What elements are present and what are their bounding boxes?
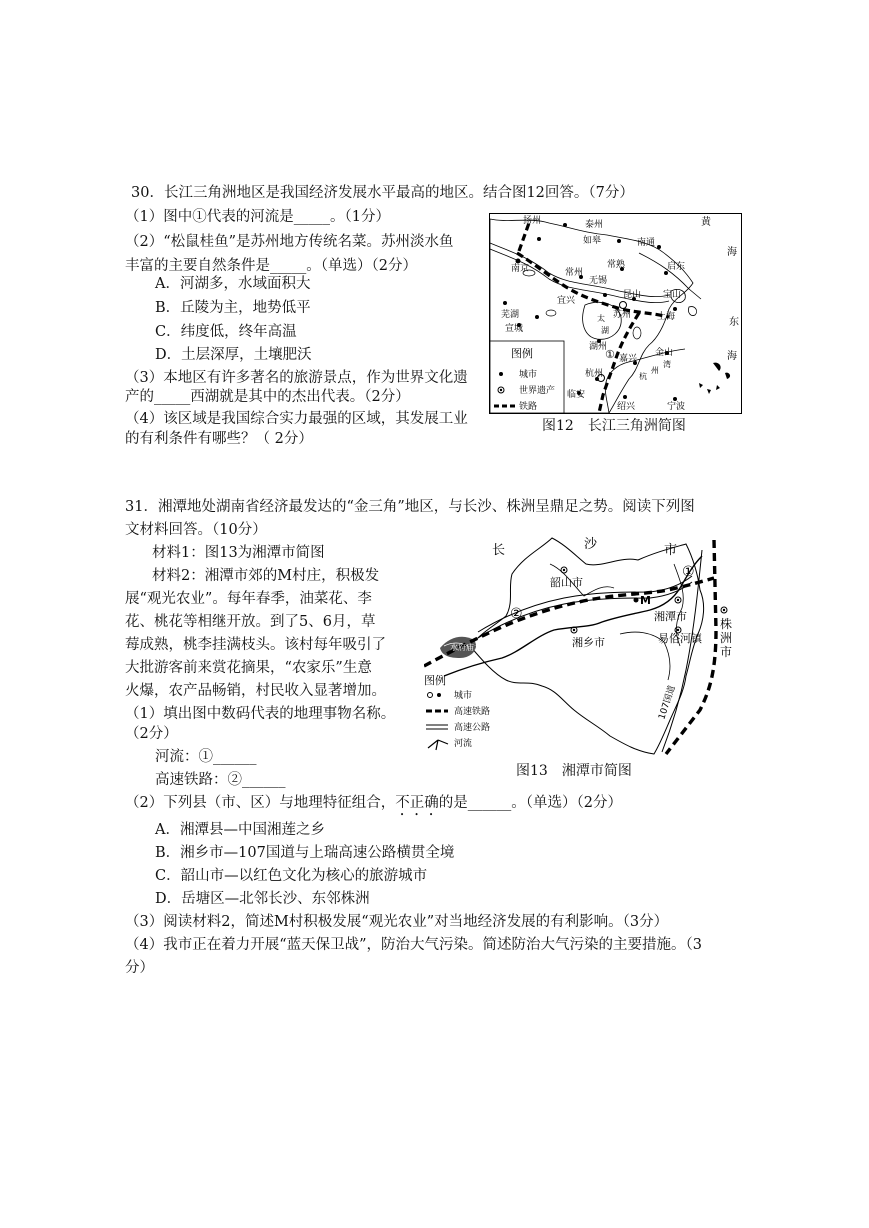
q30-part1: （1）图中①代表的河流是_____。（1分） (125, 209, 390, 225)
svg-text:湖州: 湖州 (589, 342, 608, 352)
q30-part2-line1: （2）“松鼠桂鱼”是苏州地方传统名菜。苏州淡水鱼 (125, 234, 454, 250)
q31-stem-line2: 文材料回答。（10分） (125, 522, 267, 538)
svg-text:韶山市: 韶山市 (550, 576, 583, 589)
svg-text:市: 市 (664, 543, 678, 558)
svg-text:①: ① (605, 348, 615, 361)
q30-option-c: C．纬度低，终年高温 (155, 324, 297, 340)
q31-part2-emphasis: 不正确 (395, 795, 439, 811)
svg-text:黄: 黄 (701, 217, 711, 228)
svg-text:湖: 湖 (601, 326, 609, 335)
svg-text:株: 株 (720, 617, 733, 631)
q31-material2-line4: 莓成熟，桃李挂满枝头。该村每年吸引了 (125, 637, 386, 653)
q31-part2-prefix: （2）下列县（市、区）与地理特征组合， (125, 795, 396, 811)
svg-text:金山: 金山 (655, 348, 674, 358)
q31-part1-line1: （1）填出图中数码代表的地理事物名称。 (125, 706, 396, 722)
svg-text:湾: 湾 (663, 360, 671, 369)
svg-text:城市: 城市 (454, 691, 473, 701)
svg-text:南京: 南京 (511, 264, 530, 274)
svg-text:洲: 洲 (720, 631, 733, 645)
q31-river-blank: 河流：①______ (155, 749, 257, 765)
yangtze-delta-map (489, 213, 742, 414)
svg-text:高速公路: 高速公路 (454, 723, 491, 733)
q31-part1-line2: （2分） (125, 726, 178, 742)
q31-option-a: A．湘潭县—中国湘莲之乡 (155, 822, 325, 838)
svg-text:②: ② (510, 606, 523, 622)
svg-text:市: 市 (720, 645, 733, 659)
svg-text:M: M (640, 594, 651, 607)
svg-text:南通: 南通 (637, 238, 656, 248)
svg-text:泰州: 泰州 (585, 220, 604, 230)
q30-part2-line2: 丰富的主要自然条件是_____。（单选）（2分） (125, 258, 417, 274)
q31-material2-line3: 花、桃花等相继开放。到了5、6月，草 (125, 614, 376, 630)
svg-text:临安: 临安 (567, 390, 586, 400)
svg-text:河流: 河流 (454, 739, 473, 749)
q31-option-c: C．韶山市—以红色文化为核心的旅游城市 (155, 868, 428, 884)
svg-text:铁路: 铁路 (519, 402, 538, 412)
svg-text:杭: 杭 (639, 372, 647, 381)
q30-part4-line2: 的有利条件有哪些？（ 2分） (125, 431, 313, 447)
svg-text:宁波: 宁波 (667, 402, 686, 412)
svg-text:东: 东 (729, 317, 739, 328)
svg-text:沙: 沙 (584, 537, 598, 552)
svg-text:无锡: 无锡 (589, 276, 608, 286)
svg-text:图例: 图例 (511, 347, 533, 360)
svg-text:湘潭市: 湘潭市 (654, 610, 687, 623)
svg-text:世界遗产: 世界遗产 (519, 386, 556, 396)
q31-stem-line1: 31．湘潭地处湖南省经济最发达的“金三角”地区，与长沙、株洲呈鼎足之势。阅读下列图 (125, 499, 695, 515)
svg-text:宣城: 宣城 (505, 324, 524, 334)
q31-part2 (125, 793, 622, 819)
svg-text:海: 海 (727, 247, 737, 258)
svg-text:常州: 常州 (565, 268, 584, 278)
q31-material2-line1: 材料2：湘潭市郊的M村庄，积极发 (152, 568, 380, 584)
q31-material2-line5: 大批游客前来赏花摘果，“农家乐”生意 (125, 660, 372, 676)
q30-stem: 30．长江三角洲地区是我国经济发展水平最高的地区。结合图12回答。（7分） (131, 185, 634, 201)
q30-option-b: B．丘陵为主，地势低平 (155, 300, 311, 316)
q31-option-b: B．湘乡市—107国道与上瑞高速公路横贯全境 (155, 845, 455, 861)
svg-text:扬州: 扬州 (523, 216, 542, 226)
q31-railway-blank: 高速铁路：②______ (155, 772, 286, 788)
q31-part4-line2: 分） (125, 960, 154, 976)
svg-text:水府庙水库: 水府庙水库 (450, 643, 490, 652)
svg-text:州: 州 (651, 366, 659, 375)
q31-option-d: D．岳塘区—北邻长沙、东邻株洲 (155, 891, 370, 907)
svg-text:宜兴: 宜兴 (557, 296, 576, 306)
svg-text:①: ① (682, 564, 695, 580)
svg-text:湘乡市: 湘乡市 (572, 636, 605, 649)
q31-material1: 材料1：图13为湘潭市简图 (152, 545, 325, 561)
svg-text:上海: 上海 (657, 312, 676, 322)
q30-part3-line1: （3）本地区有许多著名的旅游景点，作为世界文化遗 (125, 370, 468, 386)
svg-text:杭州: 杭州 (585, 369, 604, 379)
xiangtan-map (424, 530, 744, 760)
svg-text:图例: 图例 (424, 674, 446, 687)
figure-13-caption: 图13 湘潭市简图 (516, 763, 632, 779)
figure-12-caption: 图12 长江三角洲简图 (542, 418, 686, 434)
svg-text:苏州: 苏州 (613, 310, 632, 320)
q30-option-d: D．土层深厚，土壤肥沃 (155, 347, 312, 363)
svg-text:常熟: 常熟 (607, 260, 626, 270)
svg-text:107国道: 107国道 (657, 684, 678, 721)
svg-text:高速铁路: 高速铁路 (454, 707, 491, 717)
q30-part4-line1: （4）该区域是我国综合实力最强的区域，其发展工业 (125, 411, 468, 427)
q31-part2-suffix: 的是______。（单选）（2分） (438, 795, 622, 811)
q30-part3-line2: 产的_____西湖就是其中的杰出代表。（2分） (125, 389, 410, 405)
svg-text:易俗河镇: 易俗河镇 (658, 632, 702, 645)
svg-text:昆山: 昆山 (623, 290, 642, 300)
svg-text:嘉兴: 嘉兴 (619, 354, 638, 364)
q31-part4-line1: （4）我市正在着力开展“蓝天保卫战”，防治大气污染。简述防治大气污染的主要措施。（3 (125, 937, 703, 953)
svg-text:芜湖: 芜湖 (501, 310, 520, 320)
q31-material2-line2: 展“观光农业”。每年春季，油菜花、李 (125, 591, 372, 607)
svg-text:启东: 启东 (667, 262, 686, 272)
svg-text:如皋: 如皋 (583, 236, 602, 246)
svg-text:宝山: 宝山 (663, 290, 682, 300)
svg-text:城市: 城市 (519, 370, 538, 380)
svg-text:太: 太 (597, 314, 605, 323)
svg-text:长: 长 (492, 543, 506, 558)
svg-text:绍兴: 绍兴 (617, 402, 636, 412)
q30-option-a: A．河湖多，水域面积大 (155, 276, 311, 292)
q31-material2-line6: 火爆，农产品畅销，村民收入显著增加。 (125, 683, 386, 699)
q31-part3: （3）阅读材料2，简述M村积极发展“观光农业”对当地经济发展的有利影响。（3分） (125, 914, 669, 930)
svg-text:海: 海 (727, 351, 737, 362)
